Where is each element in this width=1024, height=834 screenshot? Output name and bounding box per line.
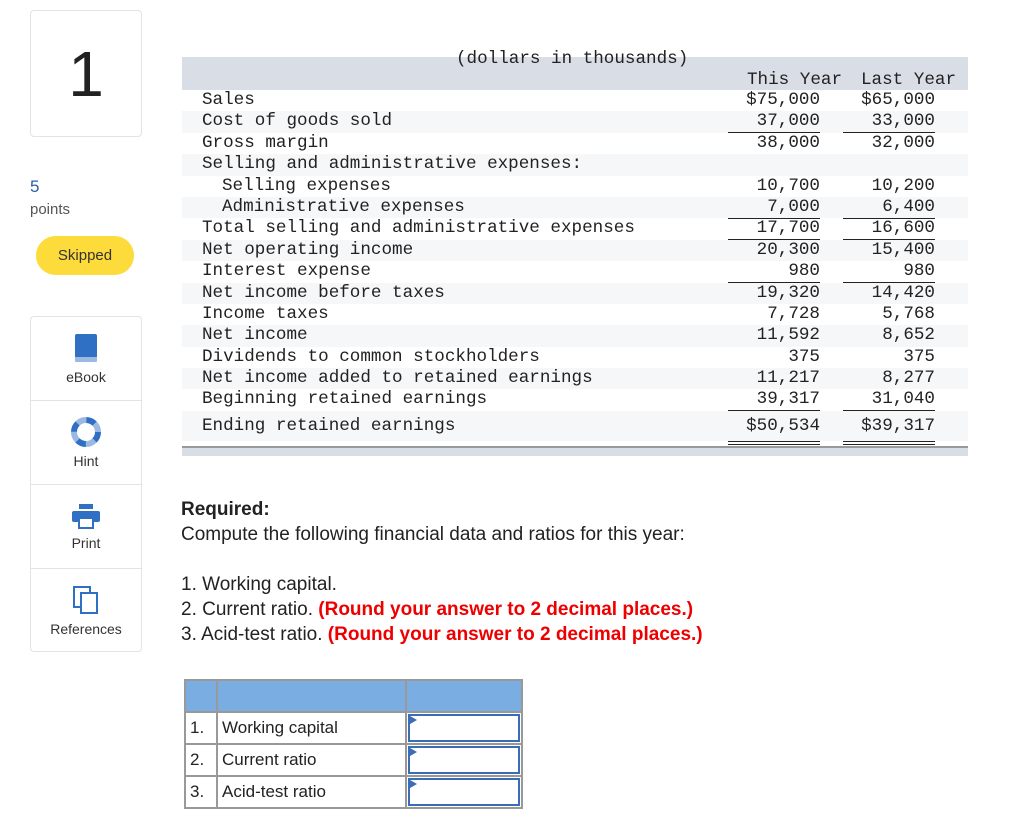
print-button[interactable]: [31, 485, 141, 569]
row-label: Selling and administrative expenses:: [202, 154, 583, 175]
statement-row: [182, 197, 968, 218]
answer-table: [184, 679, 523, 809]
this-year-value: 19,320: [756, 282, 820, 303]
statement-caption: (dollars in thousands): [456, 49, 689, 69]
working-capital-input[interactable]: [408, 714, 520, 742]
last-year-value: 375: [843, 347, 935, 369]
income-statement: [182, 49, 968, 456]
statement-footer: [182, 446, 968, 456]
row-label: Ending retained earnings: [202, 415, 456, 436]
ebook-button[interactable]: [31, 317, 141, 401]
row-label: Sales: [202, 90, 255, 110]
answer-row: 3. Acid-test ratio: [185, 776, 522, 808]
this-year-value: 20,300: [756, 239, 820, 260]
last-year-value: 32,000: [843, 133, 935, 155]
hint-button[interactable]: [31, 401, 141, 485]
statement-row: [182, 368, 968, 389]
row-label: Income taxes: [202, 303, 329, 324]
last-year-value: 10,200: [871, 175, 935, 196]
answer-row: 1. Working capital: [185, 712, 522, 744]
statement-row: [182, 133, 968, 154]
last-year-value: 14,420: [871, 282, 935, 303]
last-year-value: 8,277: [882, 368, 935, 389]
this-year-value: $50,534: [728, 411, 820, 445]
last-year-value: 16,600: [843, 218, 935, 240]
references-button[interactable]: [31, 569, 141, 653]
points-value: 5: [30, 177, 40, 196]
required-text: Compute the following financial data and ratios for this year:: [181, 524, 685, 545]
required-item: 2. Current ratio. (Round your answer to 2 decimal places.): [181, 599, 694, 620]
last-year-value: 6,400: [843, 197, 935, 219]
last-year-value: 980: [843, 261, 935, 283]
statement-row: [182, 176, 968, 197]
copy-icon: [72, 585, 100, 615]
points-label: points: [30, 201, 71, 218]
row-label: Cost of goods sold: [202, 111, 393, 132]
statement-row: [182, 218, 968, 239]
this-year-value: $75,000: [746, 90, 820, 110]
statement-row: [182, 111, 968, 132]
row-label: Net income: [202, 325, 308, 346]
this-year-value: 10,700: [756, 175, 820, 196]
this-year-value: 11,217: [756, 368, 820, 389]
required-item: 3. Acid-test ratio. (Round your answer to 2 decimal places.): [181, 624, 703, 645]
last-year-value: $39,317: [843, 411, 935, 445]
statement-row: [182, 325, 968, 346]
statement-row: [182, 154, 968, 175]
question-number: 1: [30, 10, 142, 137]
status-badge[interactable]: Skipped: [36, 236, 134, 275]
last-year-value: 15,400: [871, 239, 935, 260]
tool-label: eBook: [66, 368, 106, 385]
this-year-value: 375: [728, 347, 820, 369]
statement-row: [182, 389, 968, 410]
statement-row: [182, 240, 968, 261]
acid-test-ratio-input[interactable]: [408, 778, 520, 806]
statement-row: [182, 347, 968, 368]
rounding-note: (Round your answer to 2 decimal places.): [327, 624, 703, 645]
current-ratio-input[interactable]: [408, 746, 520, 774]
tool-label: References: [50, 621, 122, 637]
row-label: Beginning retained earnings: [202, 389, 488, 410]
statement-header: [182, 49, 968, 90]
this-year-value: 980: [728, 261, 820, 283]
row-label: Dividends to common stockholders: [202, 346, 540, 367]
this-year-value: 37,000: [728, 111, 820, 133]
this-year-value: 7,728: [728, 304, 820, 326]
printer-icon: [71, 503, 101, 529]
tools-panel: [30, 316, 142, 652]
row-label: Gross margin: [202, 132, 329, 153]
book-icon: [73, 333, 99, 363]
tool-label: Print: [71, 534, 101, 551]
required-list: [181, 572, 703, 647]
statement-row: [182, 304, 968, 325]
this-year-value: 39,317: [728, 389, 820, 411]
row-label: Administrative expenses: [222, 196, 465, 217]
required-section: [181, 497, 685, 547]
last-year-value: 33,000: [843, 111, 935, 133]
row-label: Net operating income: [202, 239, 414, 260]
last-year-value: 31,040: [843, 389, 935, 411]
this-year-value: 17,700: [728, 218, 820, 240]
statement-row: [182, 261, 968, 282]
column-last-year: Last Year: [861, 70, 957, 90]
this-year-value: 11,592: [756, 325, 820, 346]
this-year-value: 7,000: [728, 197, 820, 219]
statement-row: [182, 283, 968, 304]
rounding-note: (Round your answer to 2 decimal places.): [318, 599, 694, 620]
last-year-value: $65,000: [861, 90, 935, 110]
answer-row: 2. Current ratio: [185, 744, 522, 776]
last-year-value: 8,652: [882, 325, 935, 346]
row-label: Net income before taxes: [202, 282, 445, 303]
column-this-year: This Year: [747, 70, 843, 90]
row-label: Interest expense: [202, 261, 371, 282]
tool-label: Hint: [73, 452, 99, 469]
statement-row: [182, 90, 968, 111]
statement-row: [182, 411, 968, 441]
last-year-value: 5,768: [843, 304, 935, 326]
required-title: Required:: [181, 499, 270, 520]
row-label: Net income added to retained earnings: [202, 368, 593, 389]
lifebuoy-icon: [71, 417, 101, 447]
row-label: Selling expenses: [222, 175, 391, 196]
row-label: Total selling and administrative expenses: [202, 218, 635, 239]
this-year-value: 38,000: [728, 133, 820, 155]
required-item: 1. Working capital.: [181, 574, 337, 595]
